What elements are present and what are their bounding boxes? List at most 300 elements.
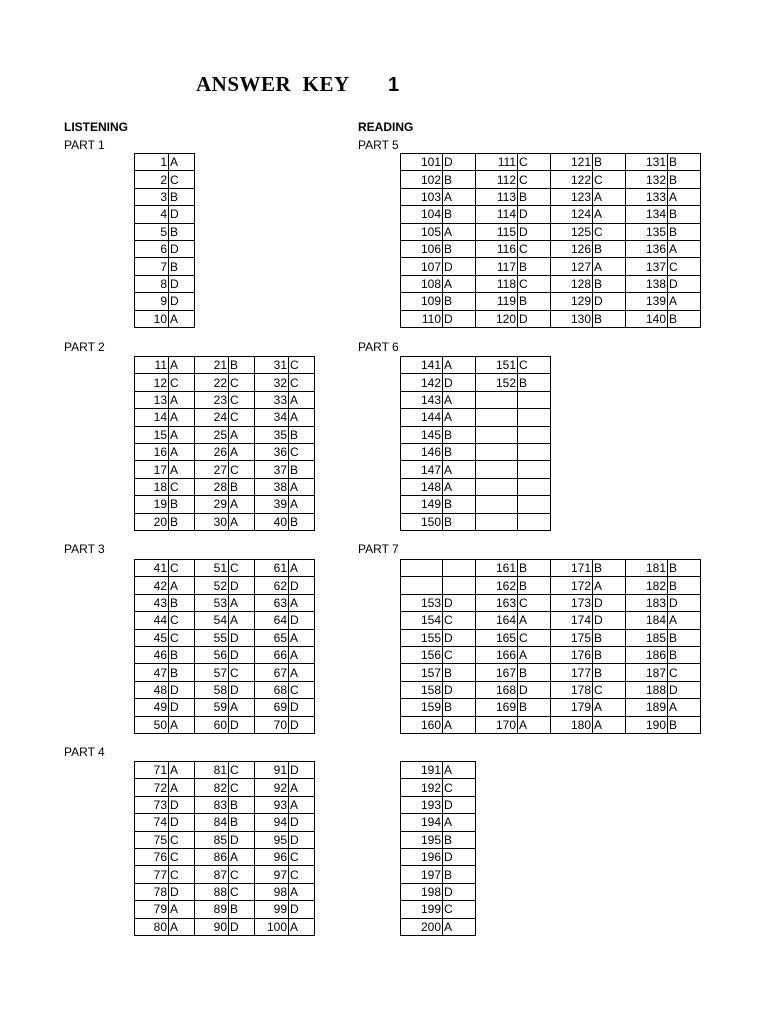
question-number: 134: [626, 206, 668, 223]
answer-letter: A: [169, 716, 195, 733]
question-number: 74: [135, 814, 169, 831]
answer-letter: D: [289, 577, 315, 594]
table-row: [401, 154, 701, 171]
table-row: [135, 461, 315, 478]
answer-letter: D: [443, 374, 476, 391]
answer-letter: B: [443, 240, 476, 257]
answer-letter: B: [668, 646, 701, 663]
question-number: 106: [401, 240, 443, 257]
question-number: 140: [626, 310, 668, 327]
answer-letter: B: [668, 206, 701, 223]
part6-table: [400, 356, 551, 531]
answer-letter: A: [443, 275, 476, 292]
answer-letter: C: [169, 478, 195, 495]
table-row: [401, 443, 551, 460]
question-number: 34: [255, 409, 289, 426]
question-number: 7: [135, 258, 169, 275]
question-number: 65: [255, 629, 289, 646]
answer-letter: C: [289, 848, 315, 865]
question-number: 33: [255, 391, 289, 408]
question-number: 195: [401, 831, 443, 848]
answer-letter: C: [229, 779, 255, 796]
table-row: [135, 762, 315, 779]
answer-letter: A: [169, 577, 195, 594]
question-number: 105: [401, 223, 443, 240]
table-row: [135, 831, 315, 848]
question-number: 88: [195, 883, 229, 900]
question-number: [476, 513, 518, 530]
answer-letter: A: [668, 188, 701, 205]
table-row: [401, 716, 701, 733]
question-number: 42: [135, 577, 169, 594]
answer-letter: A: [169, 461, 195, 478]
question-number: 61: [255, 560, 289, 577]
answer-letter: D: [443, 594, 476, 611]
part3-table: [134, 559, 315, 734]
answer-letter: C: [169, 612, 195, 629]
question-number: 16: [135, 443, 169, 460]
answer-letter: C: [229, 409, 255, 426]
question-number: 82: [195, 779, 229, 796]
table-row: [135, 918, 315, 935]
question-number: 80: [135, 918, 169, 935]
answer-letter: A: [169, 154, 195, 171]
answer-letter: D: [229, 629, 255, 646]
table-row: [135, 594, 315, 611]
question-number: 5: [135, 223, 169, 240]
question-number: 136: [626, 240, 668, 257]
answer-letter: A: [289, 796, 315, 813]
question-number: 81: [195, 762, 229, 779]
question-number: [401, 577, 443, 594]
answer-letter: D: [593, 594, 626, 611]
table-row: [401, 275, 701, 292]
answer-letter: C: [169, 560, 195, 577]
question-number: 66: [255, 646, 289, 663]
question-number: 191: [401, 762, 443, 779]
answer-letter: B: [593, 629, 626, 646]
question-number: 71: [135, 762, 169, 779]
answer-letter: A: [443, 461, 476, 478]
answer-letter: A: [443, 716, 476, 733]
answer-letter: D: [668, 275, 701, 292]
table-row: [401, 240, 701, 257]
question-number: 57: [195, 664, 229, 681]
answer-letter: B: [229, 814, 255, 831]
table-row: [401, 560, 701, 577]
question-number: 113: [476, 188, 518, 205]
answer-letter: A: [169, 918, 195, 935]
question-number: 166: [476, 646, 518, 663]
question-number: 30: [195, 513, 229, 530]
answer-letter: A: [289, 594, 315, 611]
answer-letter: [518, 461, 551, 478]
answer-letter: A: [169, 762, 195, 779]
question-number: 179: [551, 699, 593, 716]
answer-letter: D: [443, 629, 476, 646]
table-row: [401, 223, 701, 240]
question-number: 37: [255, 461, 289, 478]
answer-letter: C: [518, 154, 551, 171]
answer-letter: [518, 426, 551, 443]
table-row: [135, 357, 315, 374]
answer-letter: C: [229, 374, 255, 391]
table-row: [135, 206, 195, 223]
question-number: 110: [401, 310, 443, 327]
answer-letter: B: [443, 206, 476, 223]
question-number: 6: [135, 240, 169, 257]
question-number: [476, 496, 518, 513]
question-number: 10: [135, 310, 169, 327]
answer-letter: A: [593, 206, 626, 223]
answer-letter: B: [229, 796, 255, 813]
table-row: [401, 206, 701, 223]
question-number: 52: [195, 577, 229, 594]
answer-letter: A: [593, 716, 626, 733]
table-row: [135, 443, 315, 460]
question-number: 185: [626, 629, 668, 646]
answer-letter: A: [443, 762, 476, 779]
answer-letter: C: [169, 866, 195, 883]
table-row: [401, 496, 551, 513]
question-number: 12: [135, 374, 169, 391]
answer-letter: B: [169, 223, 195, 240]
question-number: 98: [255, 883, 289, 900]
question-number: 111: [476, 154, 518, 171]
answer-letter: D: [289, 762, 315, 779]
question-number: 8: [135, 275, 169, 292]
question-number: 92: [255, 779, 289, 796]
answer-letter: B: [229, 901, 255, 918]
answer-letter: A: [593, 577, 626, 594]
question-number: 28: [195, 478, 229, 495]
question-number: 76: [135, 848, 169, 865]
answer-letter: B: [443, 664, 476, 681]
answer-letter: A: [518, 716, 551, 733]
question-number: 115: [476, 223, 518, 240]
table-row: [135, 796, 315, 813]
question-number: 56: [195, 646, 229, 663]
question-number: 126: [551, 240, 593, 257]
table-row: [135, 560, 315, 577]
question-number: 60: [195, 716, 229, 733]
answer-letter: C: [518, 357, 551, 374]
answer-letter: C: [169, 171, 195, 188]
question-number: 178: [551, 681, 593, 698]
table-row: [401, 258, 701, 275]
question-number: 40: [255, 513, 289, 530]
question-number: 192: [401, 779, 443, 796]
question-number: [401, 560, 443, 577]
question-number: 176: [551, 646, 593, 663]
part5-label: PART 5: [358, 138, 399, 152]
answer-letter: D: [169, 883, 195, 900]
answer-letter: C: [169, 848, 195, 865]
answer-letter: A: [169, 409, 195, 426]
answer-letter: B: [593, 154, 626, 171]
question-number: 183: [626, 594, 668, 611]
table-row: [401, 577, 701, 594]
answer-letter: B: [518, 699, 551, 716]
answer-letter: A: [229, 513, 255, 530]
table-row: [401, 310, 701, 327]
table-row: [135, 848, 315, 865]
question-number: 104: [401, 206, 443, 223]
answer-letter: A: [229, 594, 255, 611]
answer-letter: B: [289, 513, 315, 530]
answer-letter: A: [593, 258, 626, 275]
question-number: 36: [255, 443, 289, 460]
question-number: 67: [255, 664, 289, 681]
question-number: 39: [255, 496, 289, 513]
question-number: 199: [401, 901, 443, 918]
question-number: 144: [401, 409, 443, 426]
answer-letter: B: [289, 426, 315, 443]
answer-letter: D: [443, 848, 476, 865]
question-number: 13: [135, 391, 169, 408]
question-number: 190: [626, 716, 668, 733]
answer-letter: D: [289, 901, 315, 918]
answer-letter: D: [229, 918, 255, 935]
question-number: 112: [476, 171, 518, 188]
question-number: [476, 409, 518, 426]
question-number: 47: [135, 664, 169, 681]
part6-label: PART 6: [358, 340, 399, 354]
answer-letter: B: [593, 646, 626, 663]
question-number: 108: [401, 275, 443, 292]
question-number: 48: [135, 681, 169, 698]
question-number: 89: [195, 901, 229, 918]
table-row: [135, 577, 315, 594]
question-number: 121: [551, 154, 593, 171]
question-number: 132: [626, 171, 668, 188]
answer-letter: D: [443, 681, 476, 698]
answer-letter: D: [169, 796, 195, 813]
question-number: 139: [626, 293, 668, 310]
question-number: 54: [195, 612, 229, 629]
answer-letter: B: [443, 443, 476, 460]
answer-letter: B: [668, 560, 701, 577]
answer-letter: B: [668, 310, 701, 327]
table-row: [401, 848, 476, 865]
answer-letter: B: [518, 374, 551, 391]
answer-letter: D: [593, 612, 626, 629]
answer-letter: A: [443, 391, 476, 408]
answer-letter: A: [593, 188, 626, 205]
question-number: [476, 443, 518, 460]
question-number: 70: [255, 716, 289, 733]
answer-letter: A: [668, 293, 701, 310]
question-number: 53: [195, 594, 229, 611]
table-row: [135, 275, 195, 292]
answer-letter: C: [229, 883, 255, 900]
answer-letter: [518, 409, 551, 426]
question-number: 152: [476, 374, 518, 391]
question-number: 119: [476, 293, 518, 310]
question-number: 79: [135, 901, 169, 918]
question-number: 21: [195, 357, 229, 374]
part1-table: [134, 153, 195, 328]
question-number: [476, 426, 518, 443]
part1-label: PART 1: [64, 138, 105, 152]
question-number: 100: [255, 918, 289, 935]
answer-letter: D: [668, 594, 701, 611]
question-number: 32: [255, 374, 289, 391]
answer-letter: D: [668, 681, 701, 698]
question-number: 159: [401, 699, 443, 716]
question-number: 128: [551, 275, 593, 292]
answer-letter: C: [289, 374, 315, 391]
answer-letter: C: [593, 681, 626, 698]
answer-letter: C: [289, 681, 315, 698]
question-number: 127: [551, 258, 593, 275]
question-number: 163: [476, 594, 518, 611]
answer-letter: C: [518, 240, 551, 257]
question-number: 129: [551, 293, 593, 310]
question-number: 141: [401, 357, 443, 374]
part4-label: PART 4: [64, 745, 105, 759]
question-number: 78: [135, 883, 169, 900]
question-number: 165: [476, 629, 518, 646]
question-number: 135: [626, 223, 668, 240]
part7-table: [400, 559, 701, 734]
answer-letter: B: [668, 154, 701, 171]
answer-letter: D: [169, 206, 195, 223]
question-number: 2: [135, 171, 169, 188]
question-number: 169: [476, 699, 518, 716]
answer-letter: D: [289, 716, 315, 733]
table-row: [135, 883, 315, 900]
answer-letter: A: [289, 779, 315, 796]
answer-letter: C: [518, 629, 551, 646]
answer-letter: A: [289, 646, 315, 663]
answer-letter: A: [289, 409, 315, 426]
question-number: 158: [401, 681, 443, 698]
question-number: 142: [401, 374, 443, 391]
table-row: [135, 901, 315, 918]
table-row: [135, 426, 315, 443]
table-row: [401, 461, 551, 478]
question-number: 197: [401, 866, 443, 883]
question-number: 72: [135, 779, 169, 796]
answer-letter: D: [593, 293, 626, 310]
question-number: 94: [255, 814, 289, 831]
table-row: [401, 293, 701, 310]
table-row: [401, 664, 701, 681]
question-number: 123: [551, 188, 593, 205]
question-number: 147: [401, 461, 443, 478]
question-number: 20: [135, 513, 169, 530]
question-number: 96: [255, 848, 289, 865]
answer-letter: C: [518, 275, 551, 292]
answer-letter: B: [443, 496, 476, 513]
answer-letter: C: [443, 901, 476, 918]
question-number: 90: [195, 918, 229, 935]
question-number: 198: [401, 883, 443, 900]
table-row: [135, 779, 315, 796]
answer-letter: A: [289, 478, 315, 495]
question-number: 118: [476, 275, 518, 292]
answer-letter: D: [169, 293, 195, 310]
part4-table: [134, 761, 315, 936]
answer-letter: B: [169, 258, 195, 275]
answer-letter: C: [443, 646, 476, 663]
question-number: 180: [551, 716, 593, 733]
question-number: 172: [551, 577, 593, 594]
answer-letter: B: [443, 866, 476, 883]
question-number: 109: [401, 293, 443, 310]
table-row: [401, 409, 551, 426]
answer-letter: B: [169, 513, 195, 530]
question-number: 46: [135, 646, 169, 663]
answer-letter: C: [289, 866, 315, 883]
question-number: 162: [476, 577, 518, 594]
question-number: 97: [255, 866, 289, 883]
question-number: 120: [476, 310, 518, 327]
table-row: [135, 310, 195, 327]
question-number: 167: [476, 664, 518, 681]
table-row: [401, 594, 701, 611]
answer-letter: A: [229, 443, 255, 460]
question-number: 164: [476, 612, 518, 629]
question-number: 83: [195, 796, 229, 813]
answer-letter: B: [169, 664, 195, 681]
question-number: 101: [401, 154, 443, 171]
answer-letter: D: [229, 831, 255, 848]
answer-letter: A: [289, 664, 315, 681]
answer-letter: A: [593, 699, 626, 716]
table-row: [401, 612, 701, 629]
answer-letter: A: [229, 426, 255, 443]
table-row: [135, 154, 195, 171]
answer-letter: A: [289, 883, 315, 900]
table-row: [135, 681, 315, 698]
question-number: 38: [255, 478, 289, 495]
question-number: 133: [626, 188, 668, 205]
part2-table: [134, 356, 315, 531]
answer-letter: D: [289, 831, 315, 848]
question-number: 85: [195, 831, 229, 848]
question-number: 14: [135, 409, 169, 426]
question-number: 160: [401, 716, 443, 733]
answer-letter: A: [229, 699, 255, 716]
question-number: 68: [255, 681, 289, 698]
answer-letter: B: [169, 188, 195, 205]
answer-letter: B: [668, 223, 701, 240]
answer-letter: D: [289, 612, 315, 629]
question-number: 44: [135, 612, 169, 629]
question-number: 102: [401, 171, 443, 188]
answer-letter: A: [229, 612, 255, 629]
question-number: 25: [195, 426, 229, 443]
answer-letter: A: [169, 357, 195, 374]
answer-letter: C: [169, 831, 195, 848]
question-number: 9: [135, 293, 169, 310]
question-number: 122: [551, 171, 593, 188]
question-number: 145: [401, 426, 443, 443]
question-number: 146: [401, 443, 443, 460]
question-number: 55: [195, 629, 229, 646]
question-number: 196: [401, 848, 443, 865]
question-number: [476, 391, 518, 408]
answer-letter: C: [593, 223, 626, 240]
question-number: 1: [135, 154, 169, 171]
question-number: 117: [476, 258, 518, 275]
question-number: 59: [195, 699, 229, 716]
answer-letter: A: [169, 310, 195, 327]
answer-letter: B: [518, 577, 551, 594]
answer-letter: D: [443, 154, 476, 171]
